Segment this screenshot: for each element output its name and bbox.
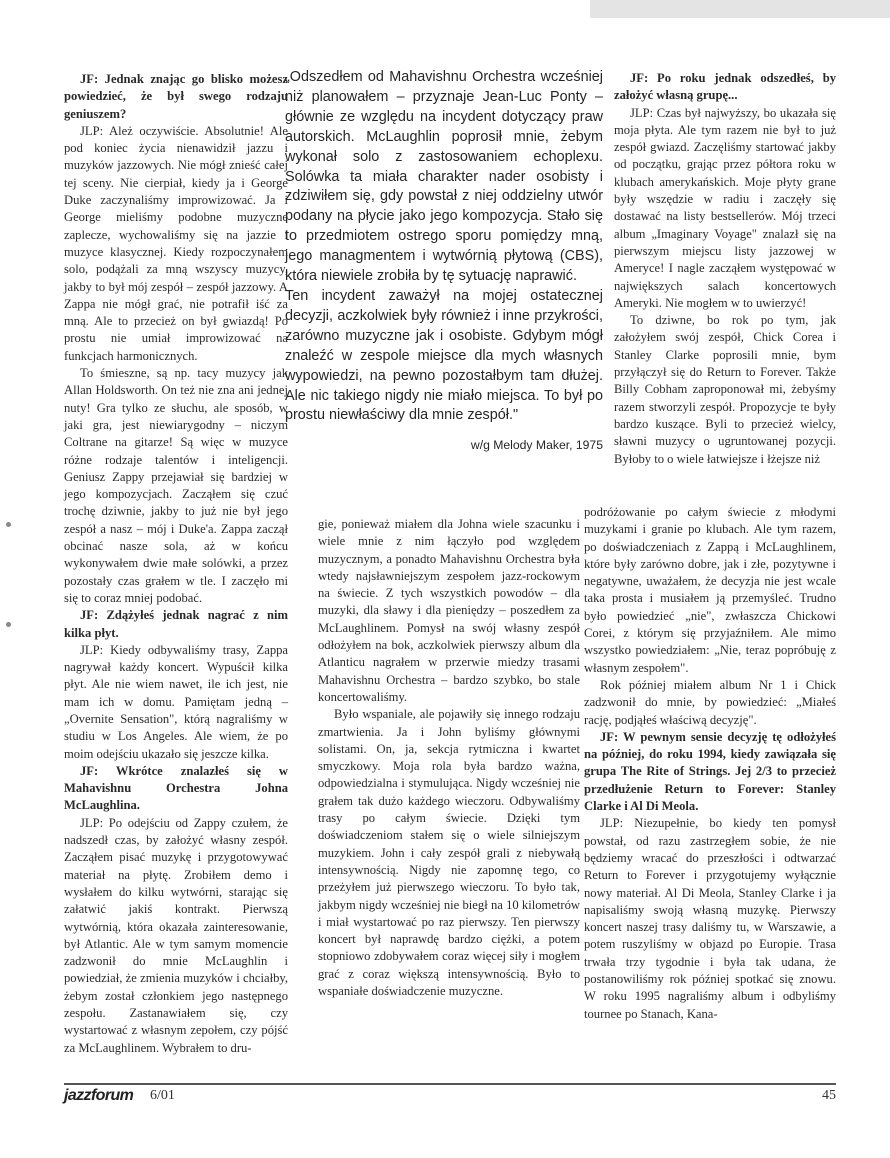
column-1	[64, 71, 288, 1057]
page-number: 45	[822, 1088, 836, 1103]
edge-mark	[6, 622, 11, 627]
column-3-bottom	[584, 504, 836, 1023]
issue-number: 6/01	[150, 1088, 175, 1103]
interview-question: JF: W pewnym sensie decyzję tę odłożyłeś na później, do roku 1994, kiedy zawiązała się grupa The Rite of Strings. Jej 2/3 to przecież przedłużenie Return to Forever: Stanley Clarke i Al Di Meola.	[584, 729, 836, 814]
paragraph: JLP: Ależ oczywiście. Absolutnie! Ale pod koniec życia nienawidził jazzu i muzyków jazzowych. Nie mógł znieść całej tej sceny. Nie cierpiał, kiedy ja i George Duke zaczynaliśmy improwizować. Ja i George mieliśmy podobne muzyczne zaplecze, wychowaliśmy się na jazzie i muzyce klasycznej. Kiedy rozpoczynałem solo, podążali za mną wszyscy muzycy, jakby to był mój zespół – zespół jazzowy. A Zappa nie mógł grać, nie potrafił iść za mną. Ale to przecież on był gwiazdą! Po prostu nie umiał improwizować na funkcjach harmonicznych.	[64, 123, 288, 363]
paragraph: JLP: Czas był najwyższy, bo ukazała się moja płyta. Ale tym razem nie był to już zespół gwiazd. Zaczęliśmy startować jakby od początku, grając przez półtora roku w klubach amerykańskich. Moje płyty grane były wszędzie w radiu i zaczęły się dostawać na listy bestsellerów. Mój trzeci album „Imaginary Voyage" znalazł się na pierwszym miejscu listy jazzowej w Ameryce! I nagle zacząłem występować w największych salach koncertowych Ameryki. Nie mogłem w to uwierzyć!	[614, 105, 836, 310]
pull-quote-text-2: Ten incydent zaważył na mojej ostatecznej decyzji, aczkolwiek były również i inne przykrości, zarówno muzyczne jak i osobiste. Gdybym mógł znaleźć w zespole miejsce dla mych własnych wypowiedzi, na pewno pozostałbym tam dłużej. Ale nic takiego nigdy nie miało miejsca. To był po prostu niewłaściwy dla mnie zespół."	[285, 287, 603, 424]
pull-quote	[285, 68, 603, 456]
interview-question: JF: Jednak znając go blisko możesz powiedzieć, że był swego rodzaju geniuszem?	[64, 72, 288, 121]
paragraph: To śmieszne, są np. tacy muzycy jak Allan Holdsworth. On też nie zna ani jednej nuty! Gra tylko ze słuchu, ale sposób, w jaki gra, jest niewiarygodny – niczym Coltrane na gitarze! Są więc w muzyce różne rodzaje talentów i inteligencji. Geniusz Zappy przejawiał się bardziej w jego kompozycjach. Zacząłem się czuć trochę dziwnie, jakby to już nie był jego zespół a nasz – mój i Duke'a. Zappa zaczął obcinać nasze sola, aż w końcu wykonywałem dwie małe solówki, a przez pozostały czas grałem w tle. I zaczęło mi się to coraz mniej podobać.	[64, 366, 288, 605]
paragraph: podróżowanie po całym świecie z młodymi muzykami i granie po klubach. Ale tym razem, po doświadczeniach z Zappą i McLaughlinem, które były zarówno dobre, jak i złe, pozytywne i negatywne, uważałem, że decyzja nie jest wcale taka prosta i musiałem ją przemyśleć. Trudno było powiedzieć „nie", zwłaszcza Chickowi Corei, z którym się przyjaźniłem. Ale mimo wszystko powiedziałem: „Nie, teraz popróbuję z własnym zespołem".	[584, 505, 836, 675]
footer-rule	[64, 1083, 836, 1085]
page-corner-tab	[590, 0, 890, 18]
pull-quote-text: „Odszedłem od Mahavishnu Orchestra wcześniej niż planowałem – przyznaje Jean-Luc Ponty – głównie ze względu na incydent dotyczący praw autorskich. McLaughlin poprosił mnie, żebym wykonał solo z zastosowaniem echoplexu. Solówka ta miała charakter nader osobisty i zdziwiłem się, gdy powstał z niej oddzielny utwór podany na płycie jako jego kompozycja. Stało się to przedmiotem ostrego sporu pomiędzy mną, jego managmentem i wytwórnią płytową (CBS), która niewiele zrobiła by tę sytuację naprawić.	[285, 69, 603, 285]
edge-mark	[6, 522, 11, 527]
pull-quote-source: w/g Melody Maker, 1975	[470, 438, 603, 453]
column-3-top	[614, 70, 836, 468]
paragraph: JLP: Po odejściu od Zappy czułem, że nadszedł czas, by założyć własny zespół. Zacząłem pisać muzykę i przygotowywać materiał na płytę. Zrobiłem demo i wysłałem do kilku wytwórni, starając się załatwić jakiś kontrakt. Pierwszą wytwórnią, która okazała zainteresowanie, był Atlantic. Ale w tym samym momencie zadzwonił do mnie McLaughlin i powiedział, że zmienia muzyków i chciałby, żebym został członkiem jego następnego zespołu. Zastanawiałem się, czy wystartować z własnym zepołem, czy pójść za McLaughlinem. Wybrałem to dru-	[64, 815, 288, 1055]
column-2	[318, 516, 580, 1000]
paragraph: Było wspaniale, ale pojawiły się innego rodzaju zmartwienia. Ja i John byliśmy głównymi solistami. On, ja, sekcja rytmiczna i kwartet smyczkowy. Moja rola była bardzo ważna, odpowiedzialna i stymulująca. Nigdy wcześniej nie grałem tak dużo każdego wieczoru. Odbywaliśmy trasy po całym świecie. Dzięki tym doświadczeniom stałem się o wiele silniejszym muzykiem. John i cały zespół grali z niebywałą intensywnością. Nigdy nie zapomnę tego, co przeżyłem już pierwszego wieczoru. To było tak, jakbym nigdy wcześniej nie biegł na 10 kilometrów i miał wystartować po raz pierwszy. Ten pierwszy koncert był naprawdę bardzo ciężki, a potem stopniowo zdobywałem coraz więcej siły i mogłem grać z coraz większą intensywnością. Było to wspaniałe doświadczenie muzyczne.	[318, 707, 580, 999]
paragraph: JLP: Niezupełnie, bo kiedy ten pomysł powstał, od razu zastrzegłem sobie, że nie będziemy wracać do przeszłości i odtwarzać Return to Forever i przygotujemy wyłącznie nowy materiał. Al Di Meola, Stanley Clarke i ja napisaliśmy swoją własną muzykę. Pierwszy koncert naszej trasy daliśmy tu, w Warszawie, a potem ruszyliśmy w objazd po Europie. Trasa trwała trzy tygodnie i była tak udana, że postanowiliśmy rok później spotkać się znowu. W roku 1995 nagraliśmy album i odbyliśmy tournee po Stanach, Kana-	[584, 816, 836, 1021]
paragraph: JLP: Kiedy odbywaliśmy trasy, Zappa nagrywał każdy koncert. Wypuścił kilka płyt. Ale nie wiem nawet, ile ich jest, nie mam ich w domu. Pamiętam jedną – „Overnite Sensation", którą nagraliśmy w studiu w Los Angeles. Ale wiem, że po moim odejściu ukazało się jeszcze kilka.	[64, 642, 288, 761]
interview-question: JF: Wkrótce znalazłeś się w Mahavishnu Orchestra Johna McLaughlina.	[64, 763, 288, 813]
interview-question: JF: Po roku jednak odszedłeś, by założyć własną grupę...	[614, 71, 836, 103]
interview-question: JF: Zdążyłeś jednak nagrać z nim kilka płyt.	[64, 608, 288, 640]
paragraph: gie, ponieważ miałem dla Johna wiele szacunku i wiele mnie z nim łączyło pod względem muzycznym, a ponadto Mahavishnu Orchestra była wtedy najsławniejszym zespołem jazz-rockowym na świecie. Z tych wszystkich powodów – dla muzyki, dla sławy i dla pieniędzy – poszedłem za McLaughlinem. Pomysł na swój własny zespół odłożyłem na bok, aczkolwiek pierwszy album dla Atlanticu nagrałem w przerwie miedzy trasami Mahavishnu Orchestra – bardzo szybko, bo stale koncertowaliśmy.	[318, 517, 580, 704]
paragraph: To dziwne, bo rok po tym, jak założyłem swój zespół, Chick Corea i Stanley Clarke poprosili mnie, bym przyłączył się do Return to Forever. Także Billy Cobham zaproponował mi, żebyśmy razem stworzyli zespół. Propozycje te były bardzo kuszące. Byli to przecież wielcy, sławni muzycy o ugruntowanej pozycji. Byłoby to o wiele łatwiejsze i łżejsze niż	[614, 313, 836, 466]
paragraph: Rok później miałem album Nr 1 i Chick zadzwonił do mnie, by powiedzieć: „Miałeś rację, podjąłeś właściwą decyzję".	[584, 677, 836, 727]
magazine-logo: jazzforum	[64, 1087, 134, 1104]
